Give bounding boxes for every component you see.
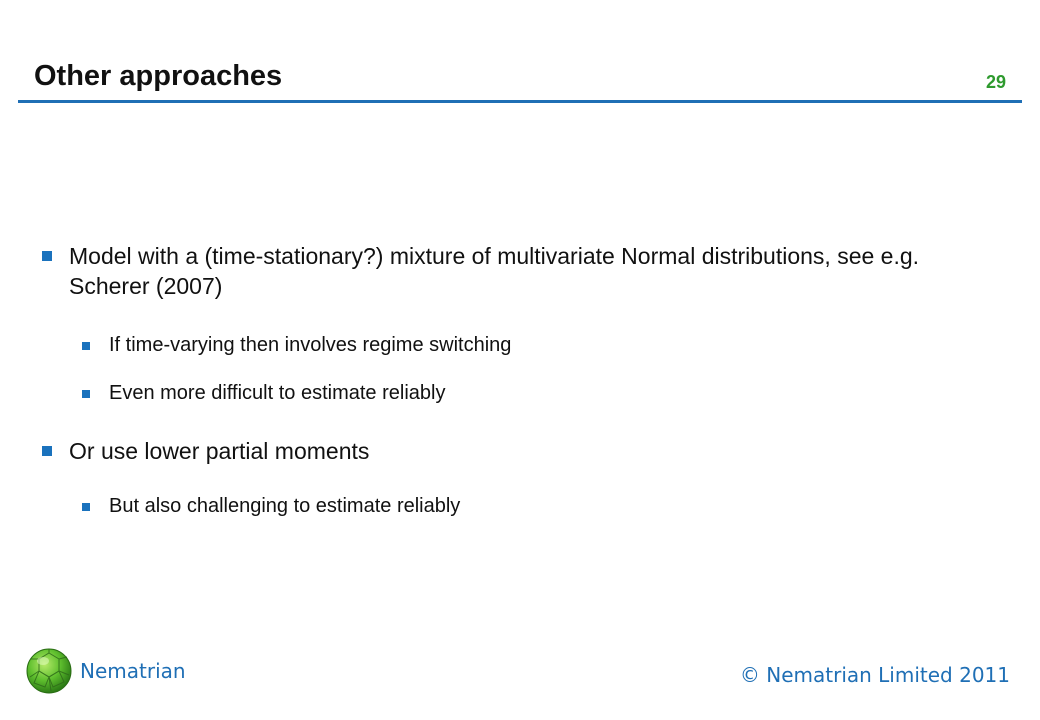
- bullet-square-icon: [82, 342, 90, 350]
- bullet-square-icon: [42, 446, 52, 456]
- green-polyhedron-logo-icon: [25, 647, 73, 695]
- footer-copyright: © Nematrian Limited 2011: [739, 663, 1010, 687]
- bullet-square-icon: [42, 251, 52, 261]
- bullet-text: But also challenging to estimate reliably: [109, 495, 461, 517]
- page-number: 29: [985, 72, 1006, 92]
- bullet-text: Model with a (time-stationary?) mixture of multivariate Normal distributions, see e.g. Scherer (2007): [69, 243, 920, 299]
- page-title: Other approaches: [34, 60, 283, 92]
- bullet-text: If time-varying then involves regime switching: [109, 334, 512, 356]
- bullet-square-icon: [82, 390, 90, 398]
- bullet-text: Or use lower partial moments: [69, 438, 370, 464]
- bullet-square-icon: [82, 503, 90, 511]
- footer-brand: Nematrian: [80, 659, 186, 683]
- bullet-text: Even more difficult to estimate reliably: [109, 382, 446, 404]
